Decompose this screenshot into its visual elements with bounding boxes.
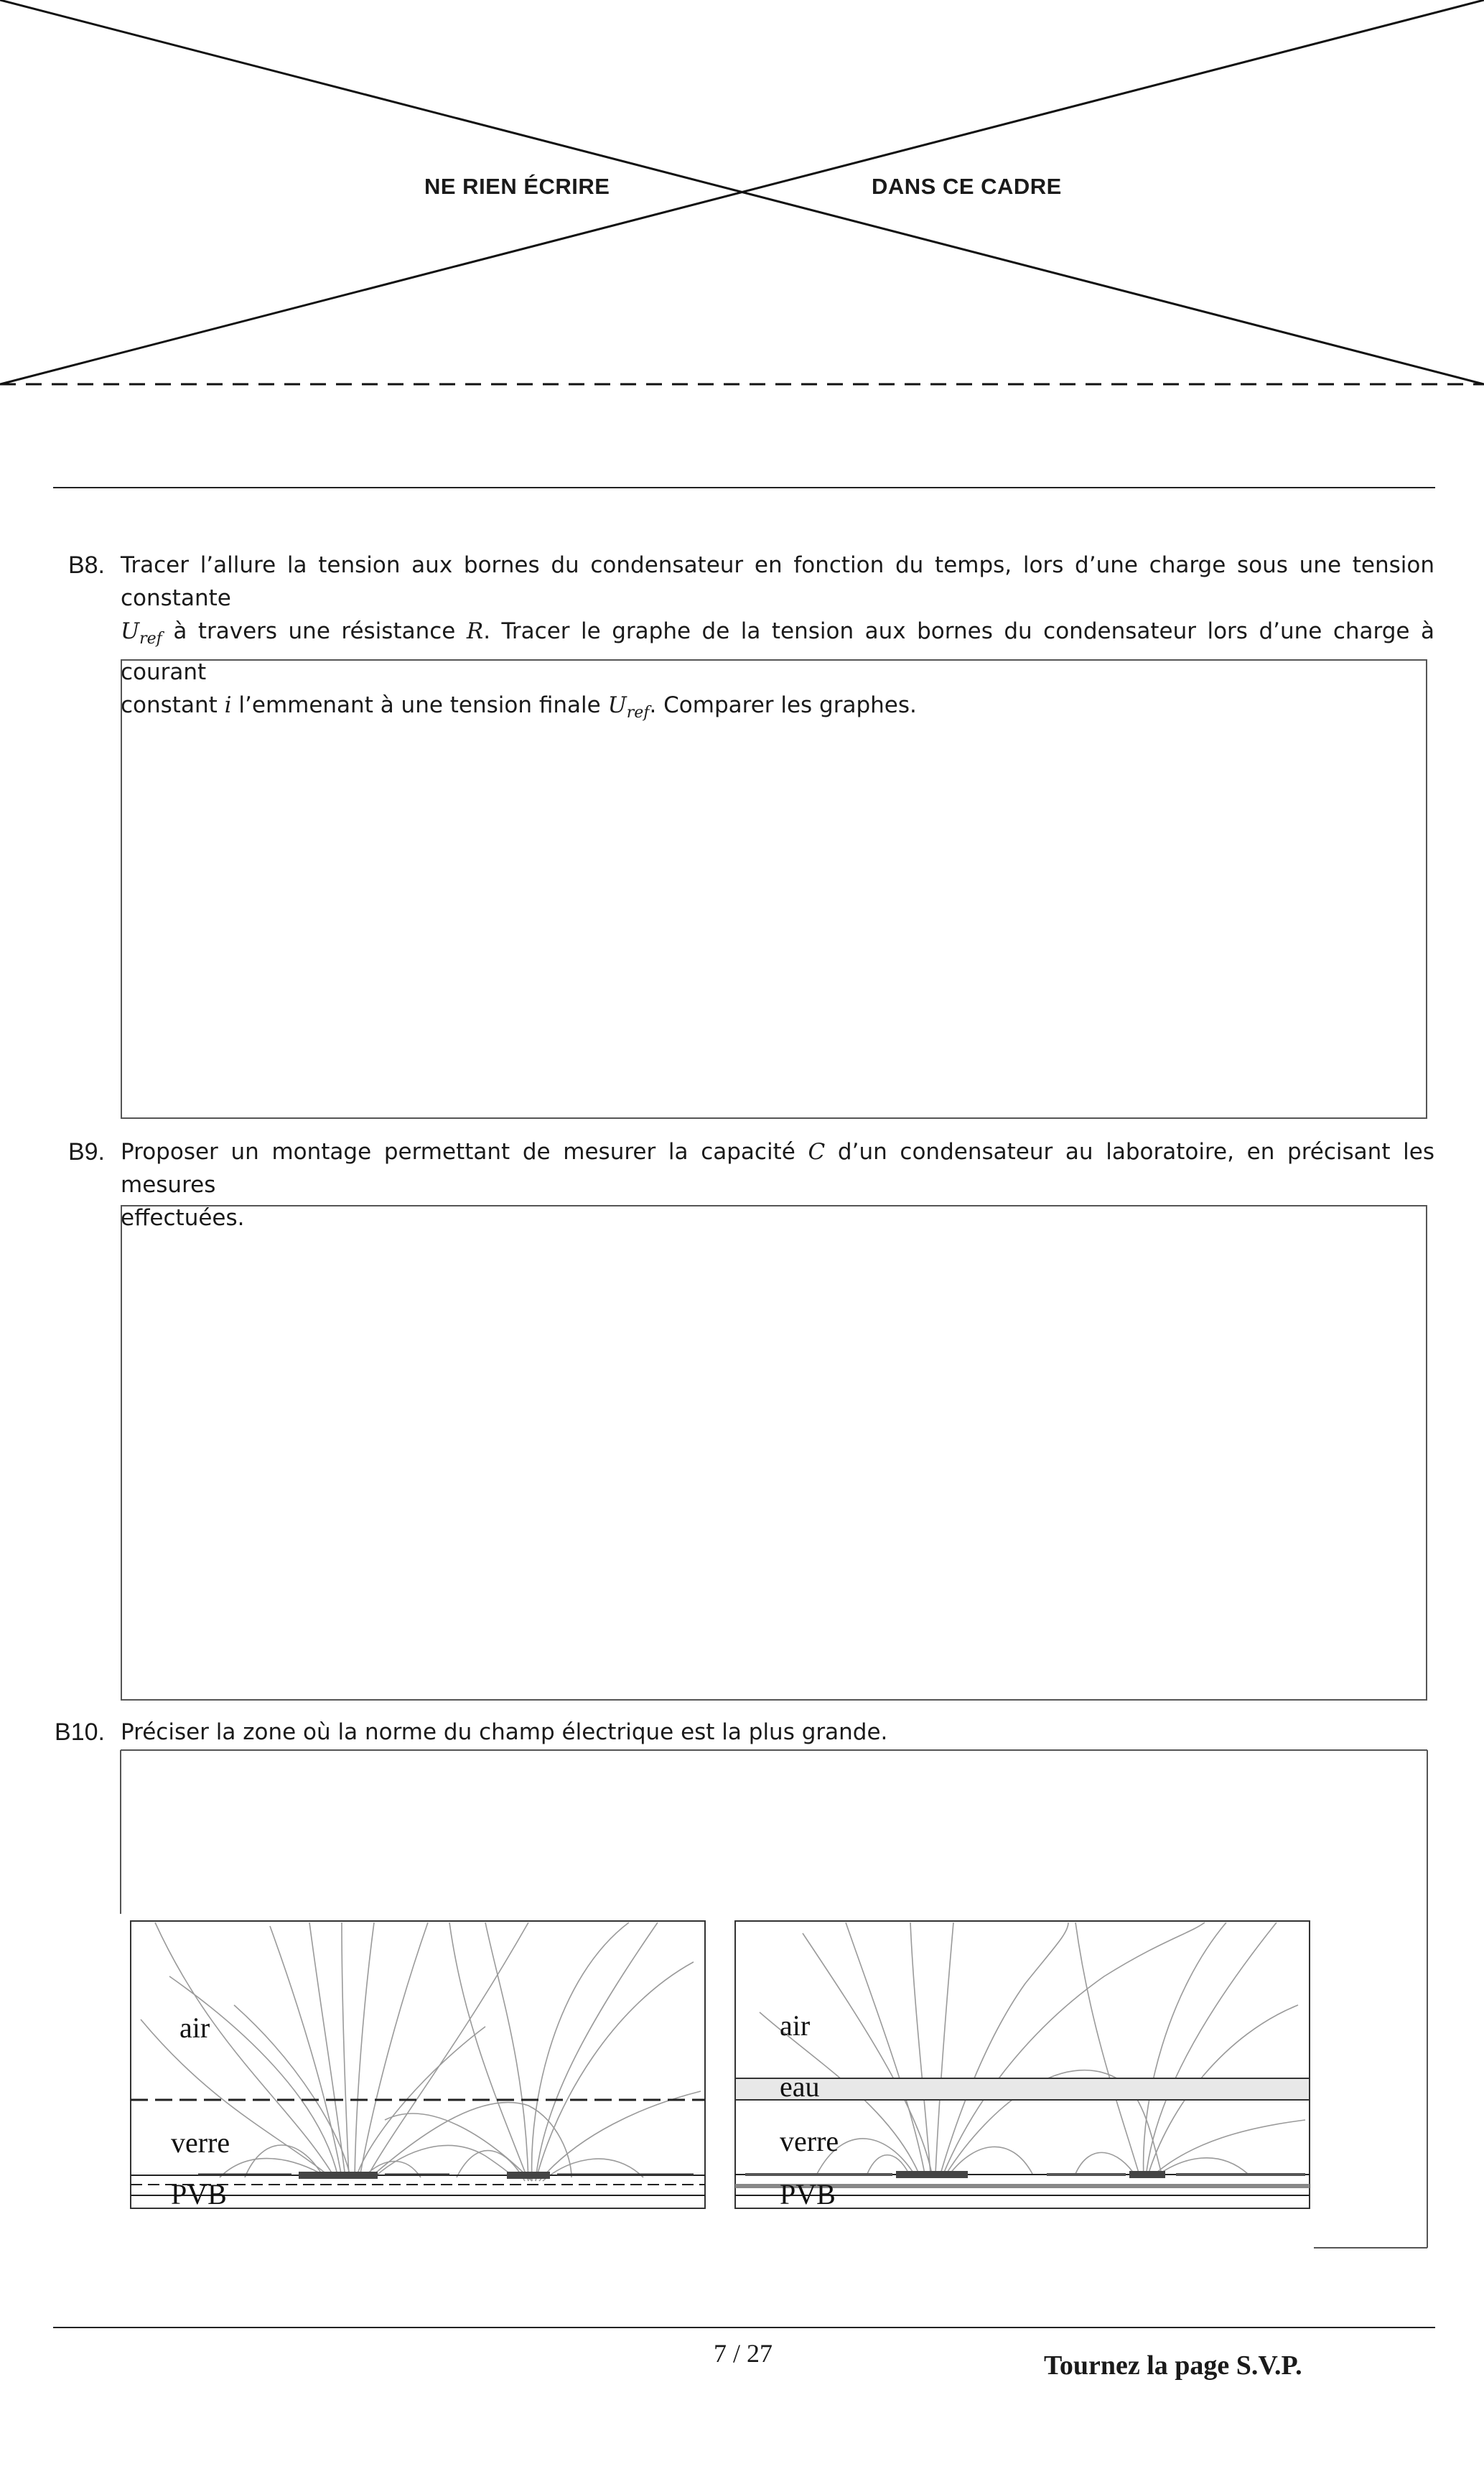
question-number-b8: B8. <box>67 552 105 579</box>
field-lines-figure-left <box>126 1919 711 2213</box>
frame-label-right: DANS CE CADRE <box>867 174 1066 200</box>
right-label-air: air <box>780 2009 811 2042</box>
left-label-verre: verre <box>171 2126 230 2159</box>
page-number: 7 / 27 <box>713 2339 773 2368</box>
left-label-pvb: PVB <box>171 2178 227 2210</box>
field-lines-figure-right <box>731 1919 1316 2213</box>
right-label-verre: verre <box>780 2125 839 2157</box>
right-label-eau: eau <box>780 2070 820 2103</box>
question-text-b8: Tracer l’allure la tension aux bornes du condensateur en fonction du temps, lors d’une charge sous une tension constante $U_{ref}$ à travers une résistance R. Tracer le graphe de la tension aux bornes du condensateur lors d’une charge à courant constant i l’emmenant à une tension finale $U_{ref}$. Comparer les graphes. <box>121 552 1434 722</box>
turn-page-note: Tournez la page S.V.P. <box>1044 2350 1302 2381</box>
question-text-b9: Proposer un montage permettant de mesurer la capacité C d’un condensateur au laboratoire, en précisant les mesures effectuées. <box>121 1139 1434 1231</box>
frame-label-left: NE RIEN ÉCRIRE <box>420 174 614 200</box>
answer-box-b9[interactable] <box>121 1205 1427 1701</box>
left-label-air: air <box>179 2012 210 2044</box>
no-write-frame <box>0 0 1484 402</box>
right-label-pvb: PVB <box>780 2178 836 2210</box>
bottom-rule <box>53 2327 1435 2328</box>
answer-box-b8[interactable] <box>121 659 1427 1119</box>
question-number-b10: B10. <box>55 1719 105 1746</box>
question-number-b9: B9. <box>67 1138 105 1166</box>
top-rule <box>53 487 1435 488</box>
question-text-b10: Préciser la zone où la norme du champ électrique est la plus grande. <box>121 1719 888 1745</box>
